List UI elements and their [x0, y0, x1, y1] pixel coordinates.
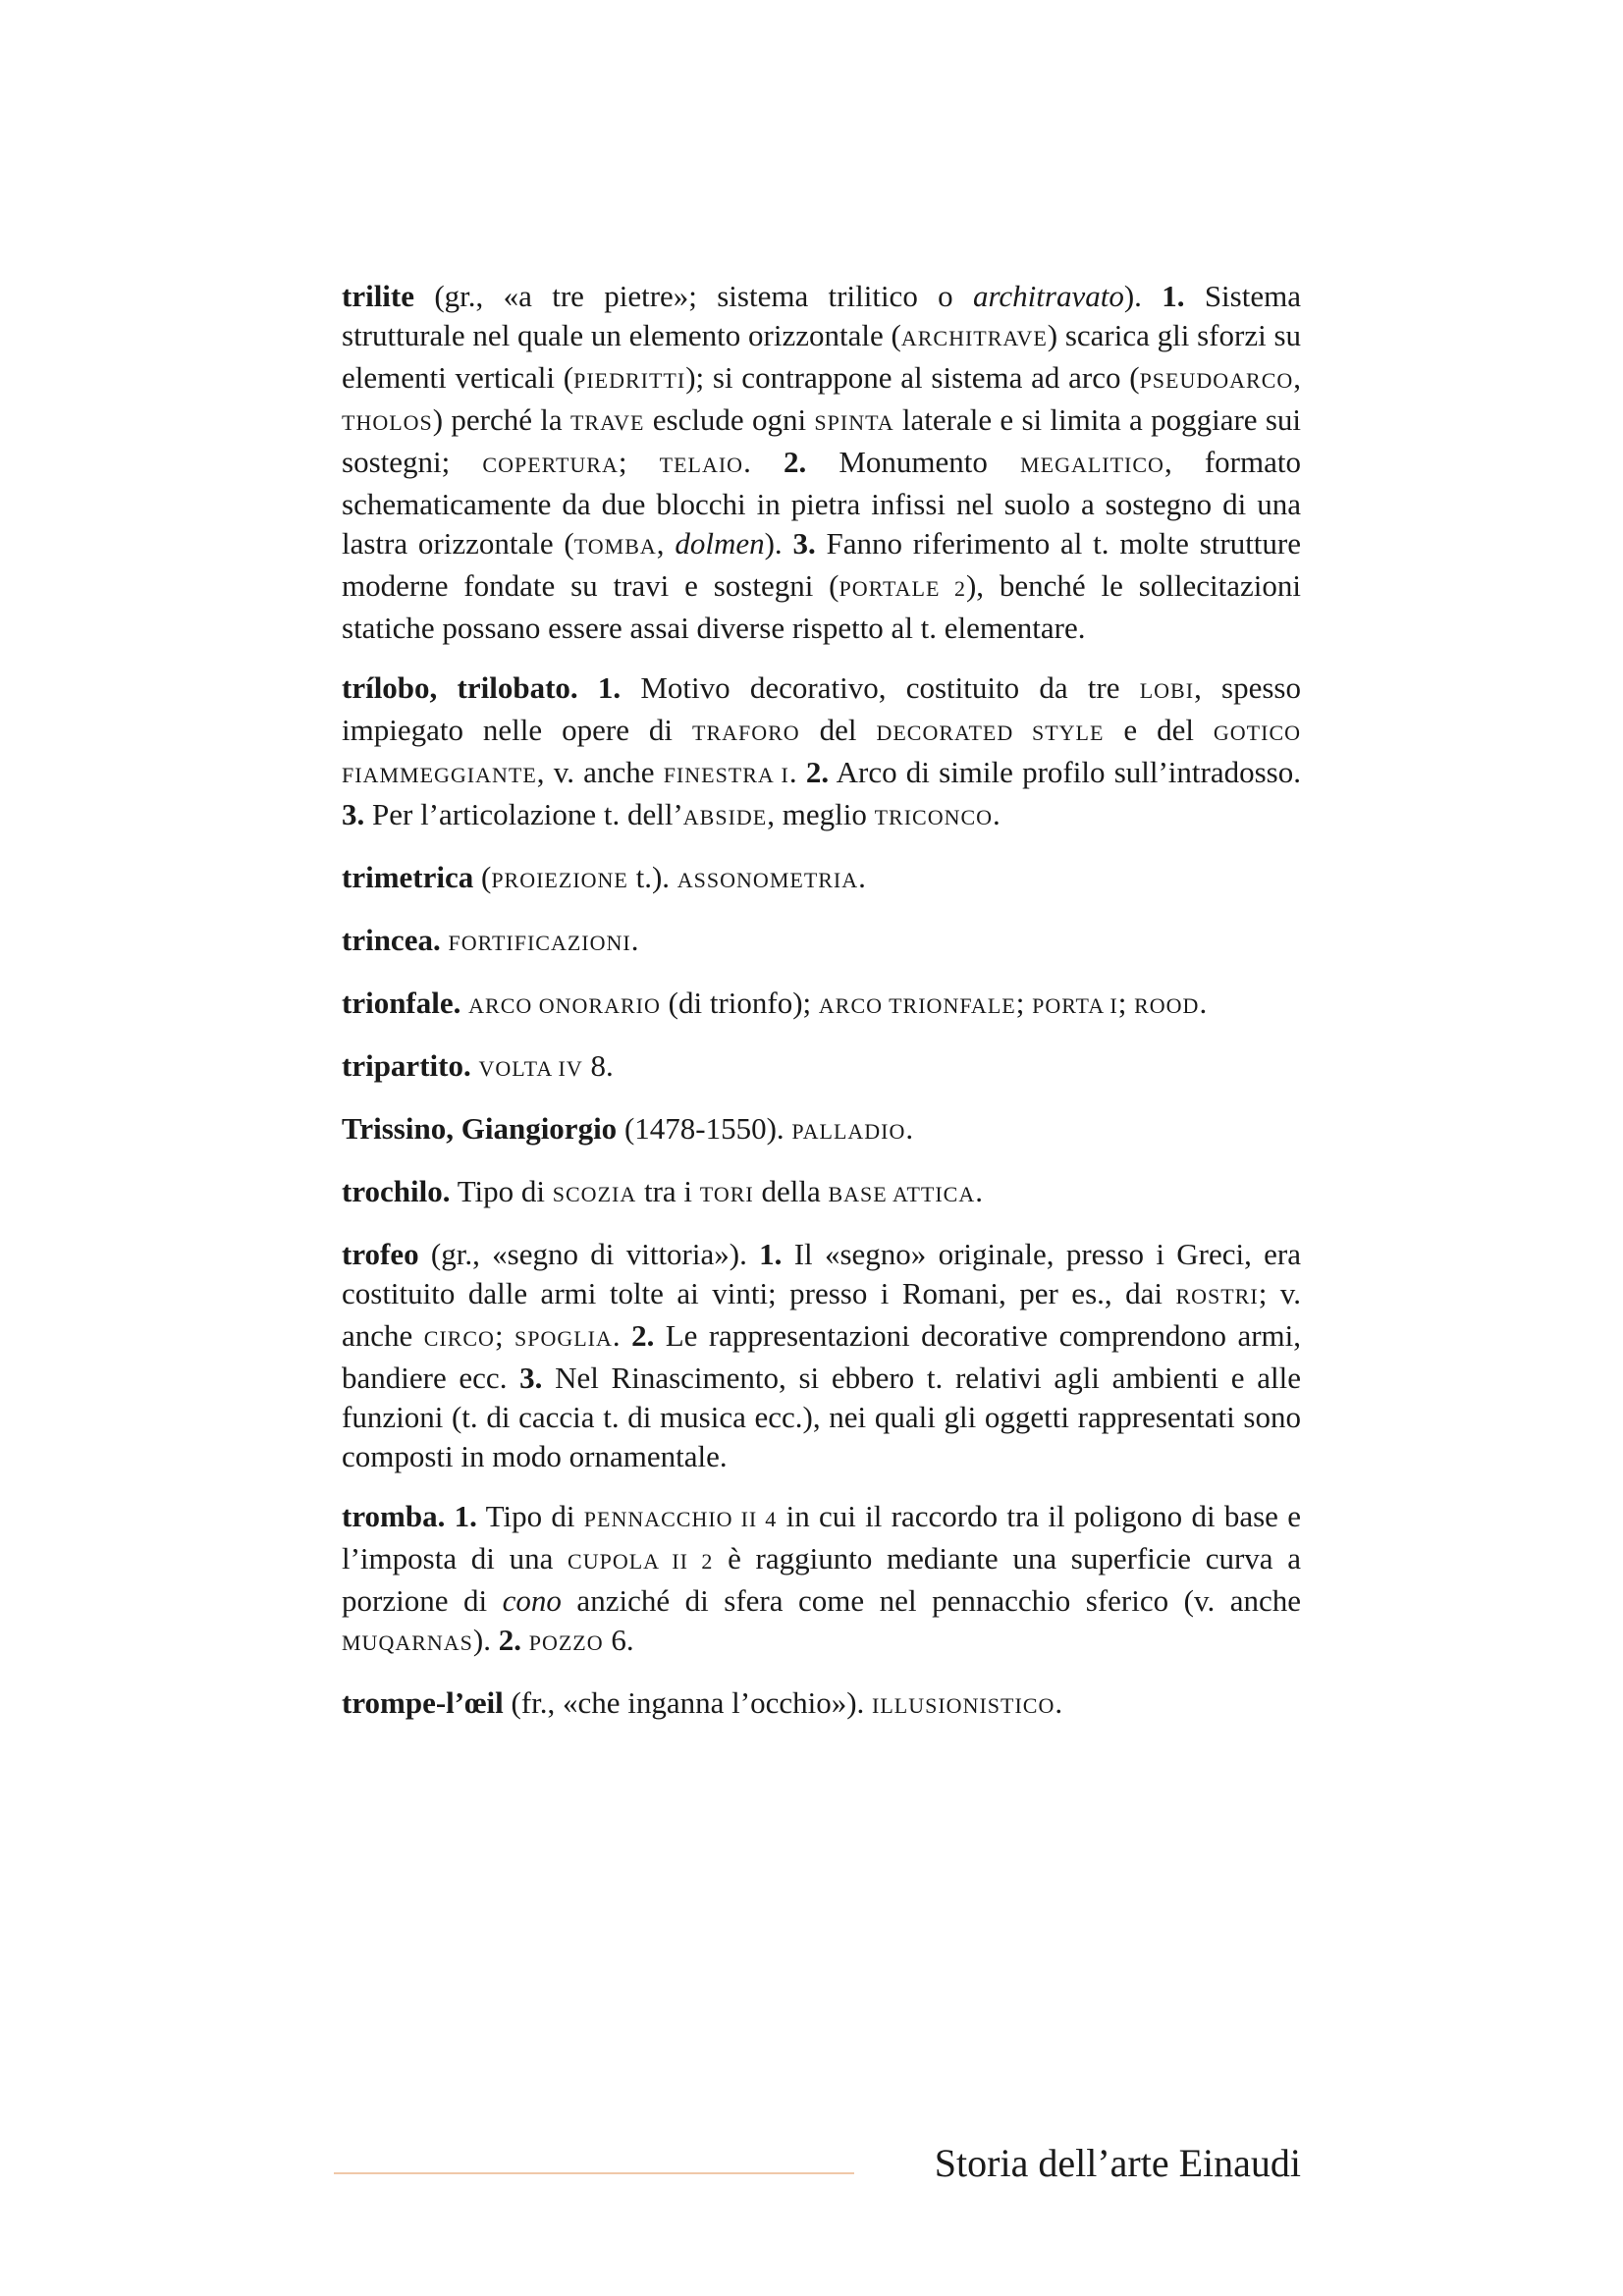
entry-text: ).	[1123, 279, 1163, 313]
entry-text: e del	[1104, 713, 1214, 747]
cross-reference: MUQARNAS	[342, 1630, 473, 1655]
entry-text: ), benché le sollecitazioni statiche possano essere assai diverse rispetto al t. elementare.	[342, 568, 1301, 645]
cross-reference: PORTALE 2	[839, 576, 966, 601]
entry-text: ).	[764, 526, 793, 561]
entry-text: ) scarica gli sforzi su elementi verticali (	[342, 318, 1302, 395]
entry-text: (gr., «segno di vittoria»).	[418, 1237, 760, 1271]
sense-number: 2.	[783, 445, 807, 479]
sense-number: 2.	[498, 1623, 521, 1657]
cross-reference: PALLADIO	[791, 1119, 906, 1144]
headword: trincea.	[342, 923, 441, 957]
entry-text: ,	[656, 526, 676, 561]
entry-text: , meglio	[767, 797, 875, 831]
entry-trofeo	[342, 1235, 1301, 1476]
entry-text: Sistema strutturale nel quale un elemento orizzontale (	[342, 279, 1301, 352]
cross-reference: TELAIO	[659, 453, 744, 477]
sense-number: 1.	[454, 1499, 477, 1533]
entry-text: ; v. anche	[342, 1276, 1301, 1353]
italic-term: architravato	[972, 279, 1124, 313]
cross-reference: CUPOLA II 2	[568, 1549, 714, 1574]
entry-text: ;	[618, 445, 660, 479]
headword: trimetrica	[342, 860, 474, 894]
entry-text	[460, 986, 468, 1020]
entry-text: , spesso impiegato nelle opere di	[342, 670, 1301, 747]
page-footer	[334, 2140, 1301, 2199]
entry-text: .	[1055, 1685, 1063, 1720]
sense-number: 1.	[1162, 279, 1185, 313]
entry-text: .	[1199, 986, 1208, 1020]
headword: trofeo	[342, 1237, 419, 1271]
entry-text: 8.	[582, 1048, 614, 1083]
headword: tromba.	[342, 1499, 446, 1533]
entry-text: è raggiunto mediante una superficie curva a porzione di	[342, 1541, 1301, 1618]
entry-text: (di trionfo);	[660, 986, 819, 1020]
entry-text: Le rappresentazioni decorative comprendono armi, bandiere ecc.	[342, 1318, 1302, 1395]
cross-reference: ARCO ONORARIO	[468, 993, 661, 1018]
entry-trompe-loeil	[342, 1683, 1301, 1726]
sense-number: 1.	[759, 1237, 783, 1271]
cross-reference: PSEUDOARCO	[1139, 368, 1294, 393]
cross-reference: VOLTA IV	[478, 1056, 583, 1081]
entry-text: ,	[1293, 360, 1302, 395]
publisher-footer-text: Storia dell’arte Einaudi	[934, 2141, 1301, 2185]
cross-reference: ARCO TRIONFALE	[818, 993, 1016, 1018]
cross-reference: COPERTURA	[482, 453, 619, 477]
entry-text: in cui il raccordo tra il poligono di base e l’imposta di una	[342, 1499, 1301, 1575]
entry-text: (1478-1550).	[617, 1111, 792, 1146]
entry-text: laterale e si limita a poggiare sui sostegni;	[342, 402, 1302, 479]
sense-number: 1.	[597, 670, 622, 705]
cross-reference: TORI	[699, 1182, 754, 1206]
cross-reference: GOTICO FIAMMEGGIANTE	[342, 721, 1302, 787]
headword: trilite	[342, 279, 415, 313]
entry-text: ).	[472, 1623, 499, 1657]
entry-text	[445, 1499, 454, 1533]
headword: trompe-l’œil	[342, 1685, 504, 1720]
entry-text: Motivo decorativo, costituito da tre	[621, 670, 1140, 705]
italic-term: cono	[502, 1583, 562, 1618]
entry-text: ;	[494, 1318, 514, 1353]
entry-text: Tipo di	[450, 1174, 553, 1208]
entry-text: ) perché la	[432, 402, 570, 437]
entry-text: anziché di sfera come nel pennacchio sferico (v. anche	[561, 1583, 1301, 1618]
cross-reference: DECORATED STYLE	[876, 721, 1105, 745]
cross-reference: BASE ATTICA	[828, 1182, 976, 1206]
entry-text: (	[473, 860, 492, 894]
headword: trochilo.	[342, 1174, 451, 1208]
cross-reference: ROSTRI	[1175, 1284, 1259, 1308]
entry-text: .	[612, 1318, 632, 1353]
cross-reference: PROIEZIONE	[491, 868, 628, 892]
entry-trissino	[342, 1109, 1301, 1151]
cross-reference: PIEDRITTI	[573, 368, 686, 393]
cross-reference: CIRCO	[423, 1326, 495, 1351]
entry-text: , v. anche	[536, 755, 664, 789]
cross-reference: FORTIFICAZIONI	[448, 931, 631, 955]
entry-text: ;	[1015, 986, 1033, 1020]
entry-text: 6.	[603, 1623, 634, 1657]
cross-reference: ROOD	[1134, 993, 1200, 1018]
dictionary-body	[342, 277, 1301, 1746]
entry-tromba	[342, 1497, 1301, 1663]
entry-text: .	[905, 1111, 914, 1146]
entry-trilobo	[342, 668, 1301, 837]
entry-text: esclude ogni	[644, 402, 815, 437]
italic-term: dolmen	[675, 526, 765, 561]
entry-text: ;	[1117, 986, 1135, 1020]
sense-number: 3.	[342, 797, 365, 831]
entry-text: Fanno riferimento al t. molte strutture moderne fondate su travi e sostegni (	[342, 526, 1302, 603]
cross-reference: PENNACCHIO II 4	[583, 1507, 778, 1531]
cross-reference: TRAVE	[569, 410, 645, 435]
entry-text: del	[799, 713, 877, 747]
entry-text: .	[788, 755, 806, 789]
cross-reference: ARCHITRAVE	[900, 326, 1048, 350]
cross-reference: POZZO	[528, 1630, 604, 1655]
headword: trílobo, trilobato.	[342, 670, 578, 705]
entry-text: (gr., «a tre pietre»; sistema trilitico o	[414, 279, 973, 313]
entry-text: .	[975, 1174, 983, 1208]
sense-number: 3.	[792, 526, 816, 561]
entry-text	[521, 1623, 529, 1657]
entry-trilite	[342, 277, 1301, 648]
cross-reference: SCOZIA	[552, 1182, 637, 1206]
entry-trionfale	[342, 984, 1301, 1026]
headword: trionfale.	[342, 986, 461, 1020]
entry-text: , formato schematicamente da due blocchi in pietra infissi nel suolo a sostegno di una lastra orizzontale (	[342, 445, 1301, 561]
entry-text: Per l’articolazione t. dell’	[364, 797, 683, 831]
headword: Trissino, Giangiorgio	[342, 1111, 618, 1146]
entry-trochilo	[342, 1172, 1301, 1214]
sense-number: 3.	[519, 1361, 543, 1395]
entry-text	[578, 670, 598, 705]
cross-reference: MEGALITICO	[1020, 453, 1164, 477]
entry-text: Tipo di	[476, 1499, 584, 1533]
cross-reference: ABSIDE	[682, 805, 768, 829]
entry-trincea	[342, 921, 1301, 963]
cross-reference: TRAFORO	[692, 721, 800, 745]
entry-text: Il «segno» originale, presso i Greci, era costituito dalle armi tolte ai vinti; presso i Romani, per es., dai	[342, 1237, 1301, 1310]
entry-text: .	[630, 923, 639, 957]
entry-text: .	[858, 860, 866, 894]
entry-text: t.).	[627, 860, 677, 894]
footer-rule	[334, 2172, 854, 2174]
entry-tripartito	[342, 1046, 1301, 1089]
entry-text: ); si contrappone al sistema ad arco (	[685, 360, 1140, 395]
sense-number: 2.	[805, 755, 830, 789]
entry-text: Arco di simile profilo sull’intradosso.	[829, 755, 1301, 789]
headword: tripartito.	[342, 1048, 471, 1083]
cross-reference: FINESTRA I	[663, 763, 789, 787]
entry-text: .	[993, 797, 1001, 831]
sense-number: 2.	[631, 1318, 655, 1353]
cross-reference: ASSONOMETRIA	[676, 868, 859, 892]
entry-text: della	[753, 1174, 829, 1208]
entry-text: Nel Rinascimento, si ebbero t. relativi agli ambienti e alle funzioni (t. di caccia t. di musica ecc.), nei quali gli oggetti rappresentati sono composti in modo ornamentale.	[342, 1361, 1301, 1473]
cross-reference: TOMBA	[573, 534, 657, 559]
entry-text: (fr., «che inganna l’occhio»).	[503, 1685, 873, 1720]
entry-text: .	[743, 445, 784, 479]
cross-reference: LOBI	[1139, 678, 1195, 703]
cross-reference: ILLUSIONISTICO	[872, 1693, 1055, 1718]
entry-text: Monumento	[806, 445, 1021, 479]
cross-reference: SPOGLIA	[514, 1326, 613, 1351]
cross-reference: TRICONCO	[874, 805, 994, 829]
cross-reference: SPINTA	[814, 410, 894, 435]
cross-reference: THOLOS	[342, 410, 433, 435]
entry-text: tra i	[636, 1174, 700, 1208]
entry-trimetrica	[342, 858, 1301, 900]
cross-reference: PORTA I	[1032, 993, 1118, 1018]
